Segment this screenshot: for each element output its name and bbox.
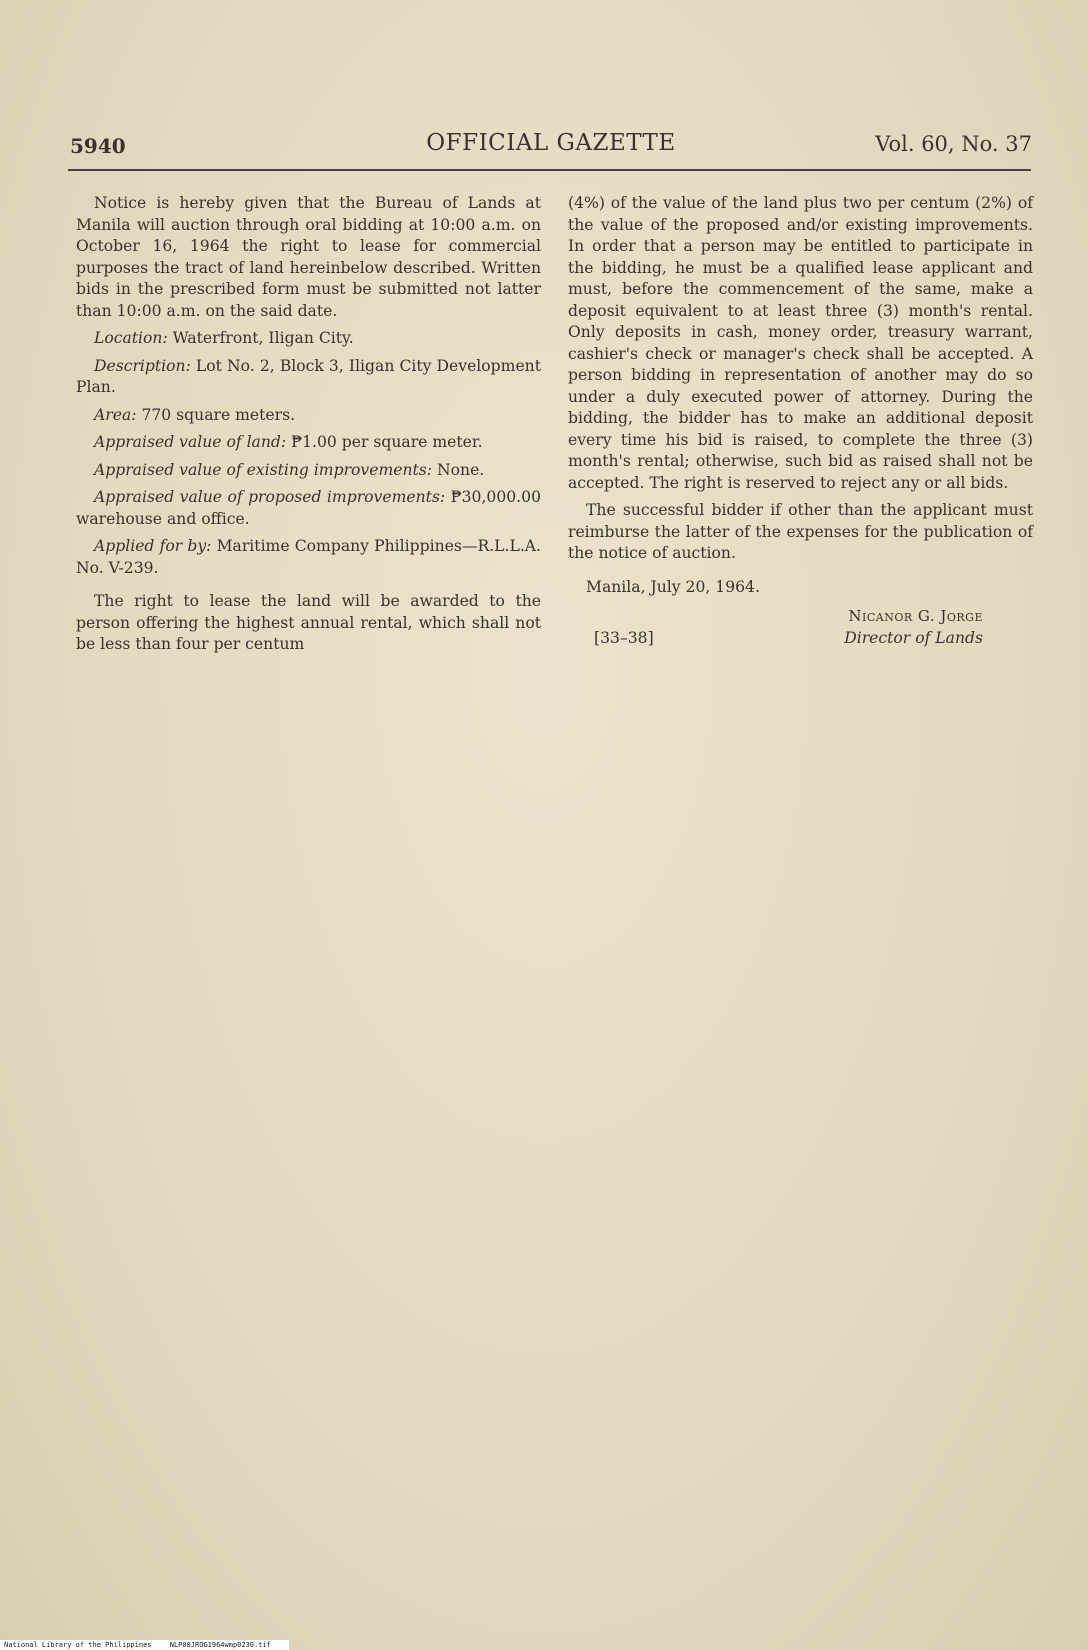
right-column [568, 193, 1033, 650]
scan-filename: NLP00JROG1964wmp0230.tif [169, 1641, 271, 1649]
land-value-value: ₱1.00 per square meter. [286, 433, 483, 451]
existing-improvements-line [76, 460, 541, 482]
description-line [76, 356, 541, 399]
applicant-line [76, 536, 541, 579]
location-line [76, 328, 541, 350]
terms-paragraph: (4%) of the value of the land plus two per centum (2%) of the value of the proposed and/or existing improvements. In order that a person may be entitled to participate in the bidding, he must be a qualified lease applicant and must, before the commencement of the same, make a deposit equivalent to at least three (3) month's rental. Only deposits in cash, money order, treasury warrant, cashier's check or manager's check shall be accepted. A person bidding in representation of another may do so under a duly executed power of attorney. During the bidding, the bidder has to make an additional deposit every time his bid is raised, to complete the three (3) month's rental; otherwise, such bid as raised shall not be accepted. The right is reserved to reject any or all bids. [568, 194, 1033, 492]
proposed-improvements-value: ₱30,000.00 warehouse and office. [76, 488, 541, 528]
library-credit: National Library of the Philippines [4, 1641, 152, 1649]
proposed-improvements-label: Appraised value of proposed improvements: [94, 488, 446, 506]
applicant-value: Maritime Company Philippines—R.L.L.A. No. V-239. [76, 537, 541, 577]
description-label: Description: [94, 356, 191, 375]
signatory-name: Nicanor G. Jorge [848, 607, 983, 625]
area-line [76, 405, 541, 427]
existing-improvements-value: None. [432, 460, 485, 479]
place-date: Manila, July 20, 1964. [586, 577, 760, 596]
area-value: 770 square meters. [136, 405, 296, 424]
location-value: Waterfront, Iligan City. [167, 329, 354, 347]
location-label: Location: [94, 329, 168, 347]
proposed-improvements-line [76, 487, 541, 530]
land-value-label: Appraised value of land: [94, 433, 287, 451]
volume-issue: Vol. 60, No. 37 [875, 132, 1032, 156]
area-label: Area: [94, 405, 137, 424]
page-header [70, 130, 1032, 166]
left-column [76, 193, 541, 656]
existing-improvements-label: Appraised value of existing improvements: [94, 460, 433, 479]
applicant-label: Applied for by: [94, 537, 212, 555]
description-value: Lot No. 2, Block 3, Iligan City Development Plan. [76, 356, 541, 396]
notice-intro: Notice is hereby given that the Bureau of Lands at Manila will auction through oral bidding at 10:00 a.m. on October 16, 1964 the right to lease for commercial purposes the tract of land hereinbelow described. Written bids in the prescribed form must be submitted not latter than 10:00 a.m. on the said date. [76, 194, 541, 320]
land-value-line [76, 432, 541, 454]
signature-block [568, 606, 1033, 650]
reimburse-paragraph: The successful bidder if other than the applicant must reimburse the latter of the expenses for the publication of the notice of auction. [568, 501, 1033, 562]
publication-title: OFFICIAL GAZETTE [426, 130, 676, 156]
scan-footer [0, 1640, 289, 1650]
page-number: 5940 [70, 134, 126, 158]
signatory-title: Director of Lands [844, 629, 983, 647]
issue-reference: [33–38] [594, 629, 654, 647]
award-paragraph: The right to lease the land will be awarded to the person offering the highest annual rental, which shall not be less than four per centum [76, 592, 541, 653]
header-rule [68, 169, 1031, 171]
